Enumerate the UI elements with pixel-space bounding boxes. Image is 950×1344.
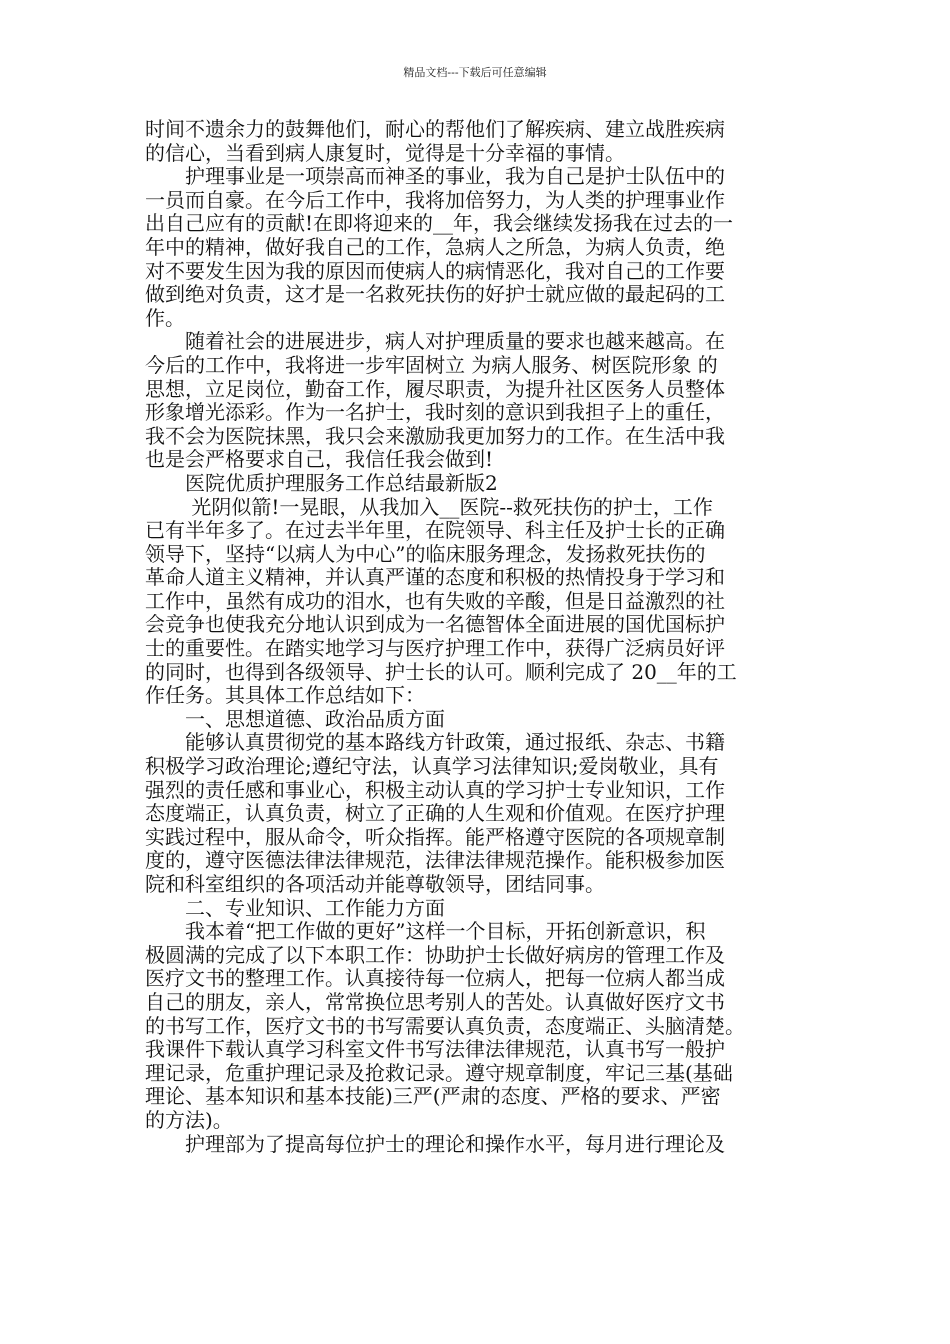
text-line: 做到绝对负责，这才是一名救死扶伤的好护士就应做的最起码的工 (145, 282, 725, 307)
text-line: 已有半年多了。在过去半年里，在院领导、科主任及护士长的正确 (145, 518, 725, 543)
text-line: 积极学习政治理论;遵纪守法，认真学习法律知识;爱岗敬业，具有 (145, 754, 719, 779)
text-line: 一员而自豪。在今后工作中，我将加倍努力，为人类的护理事业作 (145, 187, 725, 212)
document-body (145, 118, 817, 1156)
text-line: 自己的朋友，亲人，常常换位思考别人的苦处。认真做好医疗文书 (145, 989, 725, 1014)
text-line: 会竞争也使我充分地认识到成为一名德智体全面进展的国优国标护 (145, 612, 725, 637)
text-line: 今后的工作中，我将进一步牢固树立 为病人服务、树医院形象 的 (145, 352, 718, 377)
text-line: 护理部为了提高每位护士的理论和操作水平，每月进行理论及 (145, 1131, 725, 1156)
text-line: 的方法)。 (145, 1107, 233, 1132)
text-line: 理记录，危重护理记录及抢救记录。遵守规章制度，牢记三基(基础 (145, 1060, 733, 1085)
text-line: 态度端正，认真负责，树立了正确的人生观和价值观。在医疗护理 (145, 801, 725, 826)
text-line: 的书写工作，医疗文书的书写需要认真负责，态度端正、头脑清楚。 (145, 1013, 745, 1038)
text-line: 思想，立足岗位，勤奋工作，履尽职责，为提升社区医务人员整体 (145, 376, 725, 401)
text-line: 理论、基本知识和基本技能)三严(严肃的态度、严格的要求、严密 (145, 1084, 721, 1109)
text-line: 度的，遵守医德法律法律规范，法律法律规范操作。能积极参加医 (145, 848, 725, 873)
text-line: 随着社会的进展进步，病人对护理质量的要求也越来越高。在 (145, 329, 725, 354)
text-line: 我不会为医院抹黑，我只会来激励我更加努力的工作。在生活中我 (145, 423, 725, 448)
text-line: 作任务。其具体工作总结如下： (145, 683, 425, 708)
text-line: 士的重要性。在踏实地学习与医疗护理工作中，获得广泛病员好评 (145, 636, 725, 661)
text-line: 极圆满的完成了以下本职工作：协助护士长做好病房的管理工作及 (145, 942, 725, 967)
text-line: 作。 (145, 305, 185, 330)
text-line: 能够认真贯彻党的基本路线方针政策，通过报纸、杂志、书籍 (145, 730, 725, 755)
page-header: 精品文档---下载后可任意编辑 (403, 66, 547, 79)
text-line: 强烈的责任感和事业心，积极主动认真的学习护士专业知识，工作 (145, 777, 725, 802)
text-line: 时间不遗余力的鼓舞他们，耐心的帮他们了解疾病、建立战胜疾病 (145, 117, 725, 141)
text-line: 医院优质护理服务工作总结最新版2 (145, 470, 498, 495)
text-line: 形象增光添彩。作为一名护士，我时刻的意识到我担子上的重任， (145, 400, 725, 425)
text-line: 实践过程中，服从命令，听众指挥。能严格遵守医院的各项规章制 (145, 824, 725, 849)
text-line: 工作中，虽然有成功的泪水，也有失败的辛酸，但是日益激烈的社 (145, 588, 725, 613)
text-line: 护理事业是一项崇高而神圣的事业，我为自己是护士队伍中的 (145, 164, 725, 189)
text-line: 领导下，坚持“以病人为中心”的临床服务理念，发扬救死扶伤的 (145, 541, 706, 566)
text-line: 出自己应有的贡献!在即将迎来的__年，我会继续发扬我在过去的一 (145, 211, 734, 236)
text-line: 年中的精神，做好我自己的工作，急病人之所急，为病人负责，绝 (145, 234, 725, 259)
text-line: 我本着“把工作做的更好”这样一个目标，开拓创新意识，积 (145, 919, 706, 944)
text-line: 院和科室组织的各项活动并能尊敬领导，团结同事。 (145, 872, 605, 896)
text-line: 也是会严格要求自己，我信任我会做到! (145, 447, 494, 472)
text-line: 对不要发生因为我的原因而使病人的病情恶化，我对自己的工作要 (145, 258, 725, 283)
text-line: 我课件下载认真学习科室文件书写法律法律规范，认真书写一般护 (145, 1037, 725, 1062)
text-line: 的信心，当看到病人康复时，觉得是十分幸福的事情。 (145, 140, 625, 165)
text-line: 医疗文书的整理工作。认真接待每一位病人，把每一位病人都当成 (145, 966, 725, 991)
text-line: 革命人道主义精神，并认真严谨的态度和积极的热情投身于学习和 (145, 565, 725, 590)
text-line: 二、专业知识、工作能力方面 (145, 895, 445, 920)
text-line: 一、思想道德、政治品质方面 (145, 706, 445, 731)
text-line: 的同时，也得到各级领导、护士长的认可。顺利完成了 20__年的工 (145, 659, 737, 684)
text-line: 光阴似箭!一晃眼，从我加入__医院--救死扶伤的护士，工作 (145, 494, 713, 519)
